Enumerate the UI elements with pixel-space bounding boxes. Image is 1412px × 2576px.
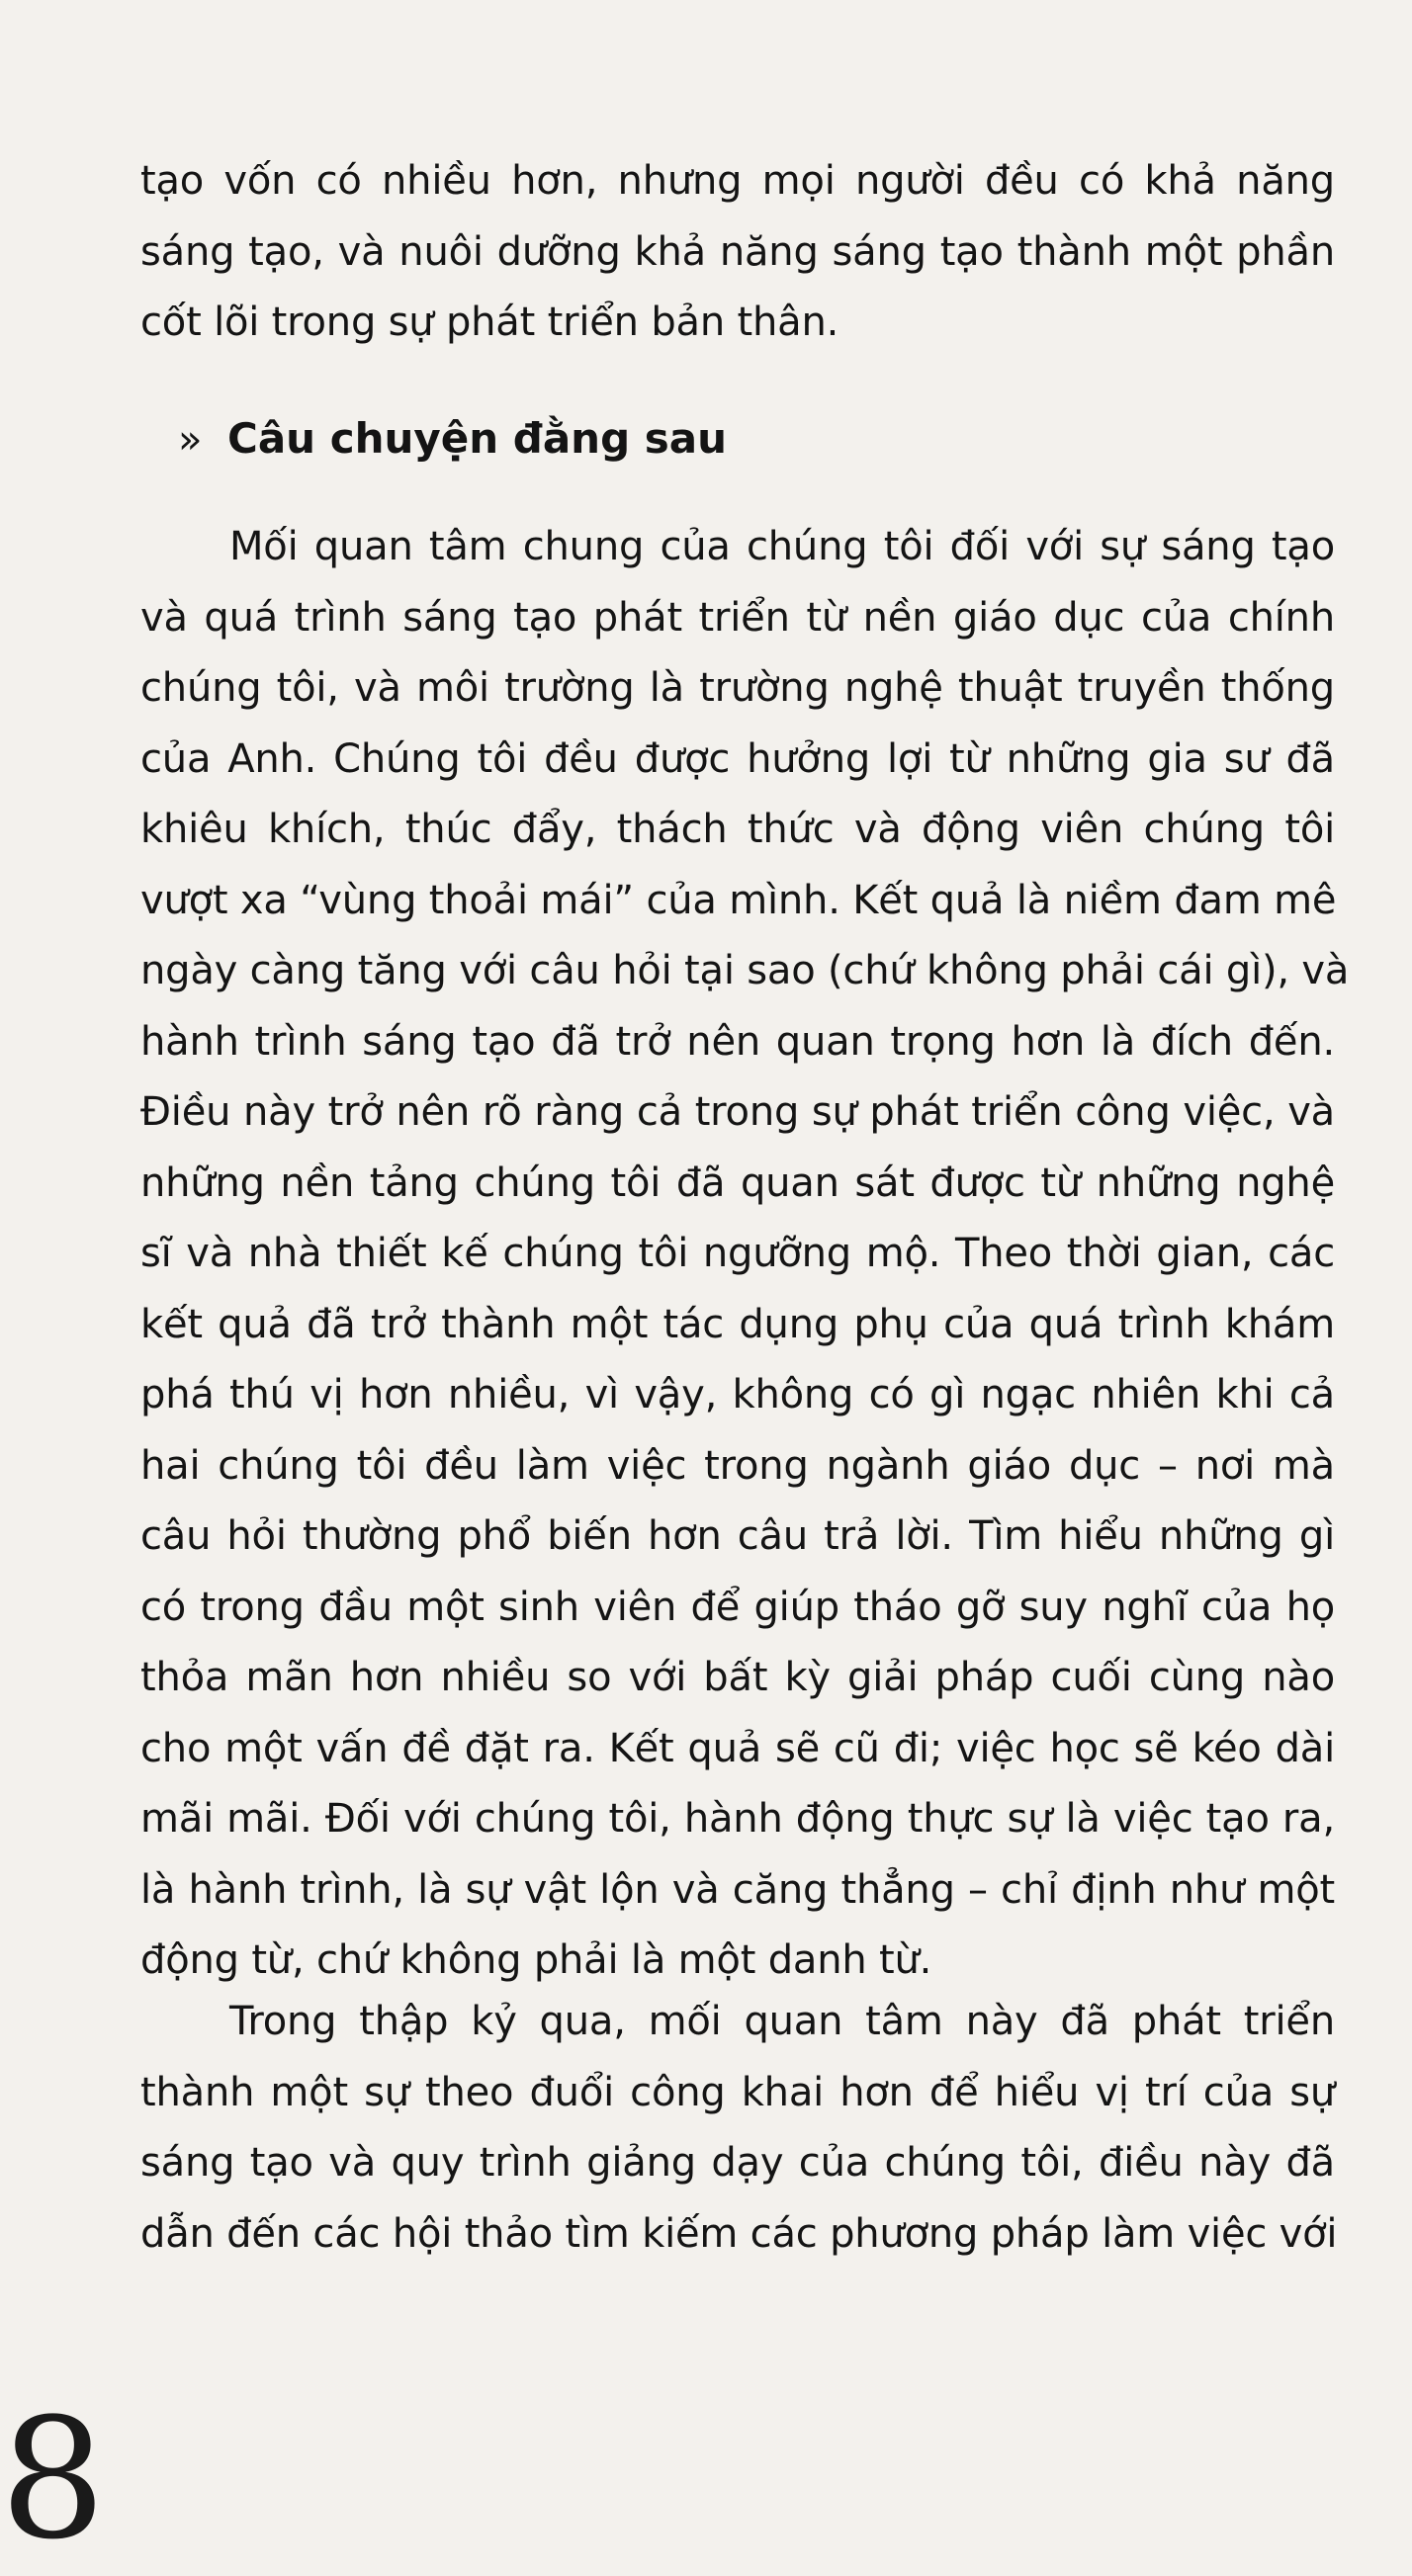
text-line: mãi mãi. Đối với chúng tôi, hành động thực sự là việc tạo ra,: [140, 1796, 1335, 1842]
paragraph-two: [140, 1987, 1338, 2270]
text-line: khiêu khích, thúc đẩy, thách thức và động viên chúng tôi: [140, 807, 1335, 852]
text-line: hành trình sáng tạo đã trở nên quan trọng hơn là đích đến.: [140, 1018, 1335, 1065]
text-line: Mối quan tâm chung của chúng tôi đối với sự sáng tạo: [229, 524, 1335, 569]
text-line: cho một vấn đề đặt ra. Kết quả sẽ cũ đi; việc học sẽ kéo dài: [140, 1725, 1335, 1771]
text-line: câu hỏi thường phổ biến hơn câu trả lời. Tìm hiểu những gì: [140, 1513, 1335, 1559]
text-line: của Anh. Chúng tôi đều được hưởng lợi từ những gia sư đã: [140, 735, 1335, 782]
intro-paragraph: [140, 146, 1335, 359]
text-line: dẫn đến các hội thảo tìm kiếm các phương pháp làm việc với: [140, 2210, 1338, 2257]
text-line: và quá trình sáng tạo phát triển từ nền giáo dục của chính: [140, 594, 1335, 641]
page-number: 8: [0, 2382, 106, 2576]
text-line: ngày càng tăng với câu hỏi tại sao (chứ không phải cái gì), và: [140, 948, 1350, 993]
text-line: kết quả đã trở thành một tác dụng phụ của quá trình khám: [140, 1301, 1335, 1347]
section-heading-text: Câu chuyện đằng sau: [227, 414, 728, 463]
text-line: sáng tạo, và nuôi dưỡng khả năng sáng tạo thành một phần: [140, 228, 1335, 275]
text-line: những nền tảng chúng tôi đã quan sát được từ những nghệ: [140, 1159, 1335, 1206]
text-line: thỏa mãn hơn nhiều so với bất kỳ giải pháp cuối cùng nào: [140, 1655, 1335, 1700]
text-line: cốt lõi trong sự phát triển bản thân.: [140, 300, 839, 345]
text-line: thành một sự theo đuổi công khai hơn để hiểu vị trí của sự: [140, 2069, 1335, 2115]
text-line: có trong đầu một sinh viên để giúp tháo gỡ suy nghĩ của họ: [140, 1584, 1335, 1630]
paragraph-one: [140, 512, 1350, 1997]
heading-marker-icon: »: [178, 417, 203, 463]
text-line: Điều này trở nên rõ ràng cả trong sự phát triển công việc, và: [140, 1089, 1335, 1135]
text-line: động từ, chứ không phải là một danh từ.: [140, 1937, 932, 1983]
text-line: tạo vốn có nhiều hơn, nhưng mọi người đều có khả năng: [140, 158, 1335, 204]
text-line: Trong thập kỷ qua, mối quan tâm này đã phát triển: [229, 1999, 1335, 2044]
text-line: là hành trình, là sự vật lộn và căng thẳng – chỉ định như một: [140, 1866, 1335, 1913]
text-line: phá thú vị hơn nhiều, vì vậy, không có gì ngạc nhiên khi cả: [140, 1372, 1335, 1417]
text-line: sĩ và nhà thiết kế chúng tôi ngưỡng mộ. Theo thời gian, các: [140, 1231, 1335, 1276]
text-line: hai chúng tôi đều làm việc trong ngành giáo dục – nơi mà: [140, 1442, 1335, 1489]
text-line: chúng tôi, và môi trường là trường nghệ thuật truyền thống: [140, 665, 1335, 711]
section-heading: [178, 403, 727, 475]
text-line: vượt xa “vùng thoải mái” của mình. Kết quả là niềm đam mê: [140, 877, 1337, 923]
text-line: sáng tạo và quy trình giảng dạy của chúng tôi, điều này đã: [140, 2140, 1335, 2186]
